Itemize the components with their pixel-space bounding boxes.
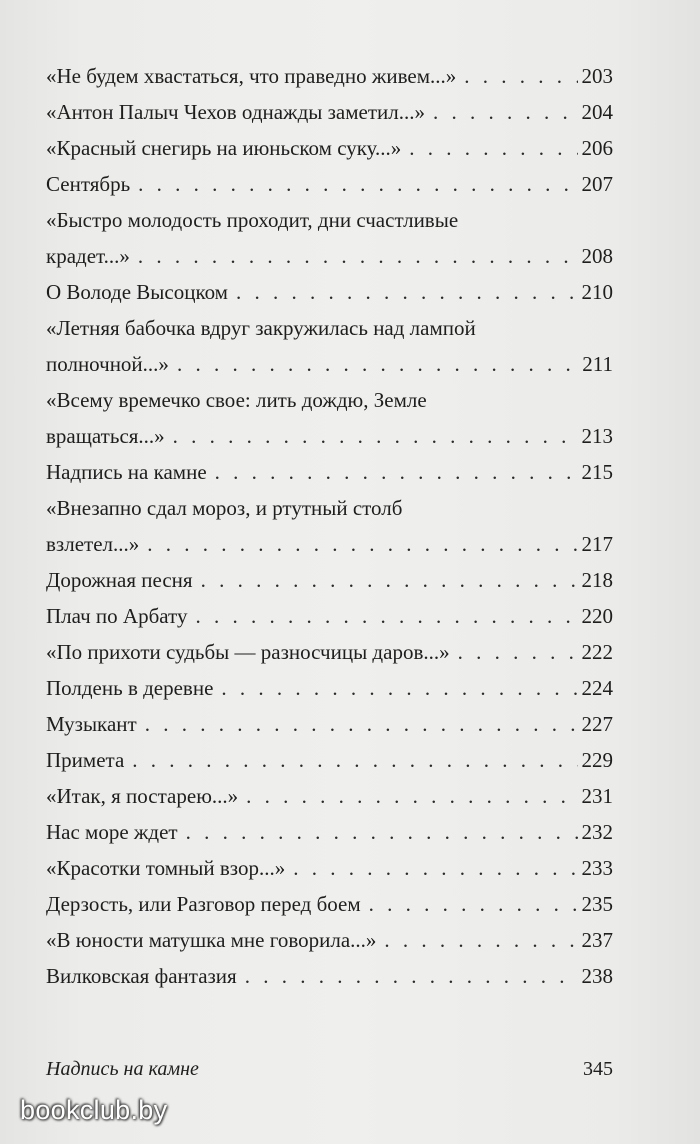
toc-entry (46, 670, 613, 706)
toc-entry (46, 202, 613, 274)
toc-page-number: 232 (581, 820, 613, 844)
toc-entry (46, 742, 613, 778)
dot-leader (293, 850, 577, 886)
toc-entry-row (46, 454, 613, 490)
toc-page-number: 227 (581, 712, 613, 736)
toc-entry-title: Примета (46, 748, 125, 772)
toc-page-number: 206 (581, 136, 613, 160)
toc-page-number: 213 (581, 424, 613, 448)
toc-entry (46, 922, 613, 958)
toc-entry (46, 850, 613, 886)
toc-entry-row (46, 58, 613, 94)
dot-leader (201, 562, 578, 598)
toc-entry-title: О Володе Высоцком (46, 280, 228, 304)
toc-entry-row (46, 886, 613, 922)
toc-entry (46, 310, 613, 382)
toc-page-number: 222 (581, 640, 613, 664)
toc-entry (46, 490, 613, 562)
page-number: 345 (583, 1058, 613, 1080)
toc-entry (46, 166, 613, 202)
toc-entry (46, 562, 613, 598)
toc-entry-title: взлетел...» (46, 532, 140, 556)
toc-page-number: 215 (581, 460, 613, 484)
dot-leader (369, 886, 578, 922)
toc-entry-title: вращаться...» (46, 424, 165, 448)
dot-leader (245, 958, 578, 994)
dot-leader (147, 526, 577, 562)
toc-page-number: 211 (582, 352, 613, 376)
toc-page-number: 229 (581, 748, 613, 772)
dot-leader (138, 238, 578, 274)
toc-entry (46, 598, 613, 634)
toc-entry-title: «Не будем хвастаться, что праведно живем...» (46, 64, 457, 88)
dot-leader (132, 742, 577, 778)
toc-page-number: 238 (581, 964, 613, 988)
toc-entry-title: Дерзость, или Разговор перед боем (46, 892, 361, 916)
toc-entry-row (46, 238, 613, 274)
toc-page-number: 235 (581, 892, 613, 916)
toc-entry-row (46, 850, 613, 886)
toc-page-number: 233 (581, 856, 613, 880)
toc-entry-title: крадет...» (46, 244, 130, 268)
toc-entry-title: Сентябрь (46, 172, 131, 196)
toc-page-number: 204 (581, 100, 613, 124)
toc-entry-title-line: «Всему времечко свое: лить дождю, Земле (46, 388, 427, 412)
dot-leader (195, 598, 577, 634)
dot-leader (186, 814, 578, 850)
toc-entry (46, 382, 613, 454)
toc-entry-title: Полдень в деревне (46, 676, 214, 700)
toc-entry-row (46, 670, 613, 706)
toc-entry-row (46, 706, 613, 742)
table-of-contents (46, 58, 613, 994)
toc-entry-title-line: «Летняя бабочка вдруг закружилась над лампой (46, 316, 476, 340)
toc-page-number: 220 (581, 604, 613, 628)
watermark: bookclub.by (20, 1095, 168, 1125)
dot-leader (215, 454, 578, 490)
dot-leader (145, 706, 578, 742)
toc-entry-row (46, 634, 613, 670)
toc-entry-row (46, 274, 613, 310)
toc-page-number: 218 (581, 568, 613, 592)
toc-entry-row (46, 814, 613, 850)
dot-leader (221, 670, 577, 706)
toc-entry-row (46, 562, 613, 598)
toc-page-number: 231 (581, 784, 613, 808)
toc-entry (46, 130, 613, 166)
toc-entry-title-line: «Внезапно сдал мороз, и ртутный столб (46, 496, 403, 520)
toc-entry-row (46, 922, 613, 958)
dot-leader (464, 58, 577, 94)
toc-entry-title: «Итак, я постарею...» (46, 784, 239, 808)
dot-leader (458, 634, 578, 670)
toc-entry-row (46, 958, 613, 994)
toc-entry (46, 778, 613, 814)
toc-entry-title: «По прихоти судьбы — разносчицы даров...» (46, 640, 450, 664)
toc-entry (46, 454, 613, 490)
dot-leader (236, 274, 578, 310)
toc-entry-row (46, 742, 613, 778)
toc-entry-title: «Красный снегирь на июньском суку...» (46, 136, 402, 160)
toc-entry-row (46, 778, 613, 814)
dot-leader (409, 130, 577, 166)
dot-leader (138, 166, 577, 202)
toc-page-number: 207 (581, 172, 613, 196)
toc-entry-title: Музыкант (46, 712, 137, 736)
running-title: Надпись на камне (46, 1058, 199, 1080)
toc-entry-title: Дорожная песня (46, 568, 193, 592)
toc-entry-title: Нас море ждет (46, 820, 178, 844)
toc-entry (46, 706, 613, 742)
dot-leader (177, 346, 578, 382)
toc-entry (46, 886, 613, 922)
toc-page-number: 210 (581, 280, 613, 304)
toc-entry-title: «В юности матушка мне говорила...» (46, 928, 377, 952)
toc-entry-title: Вилковская фантазия (46, 964, 237, 988)
toc-entry-title: полночной...» (46, 352, 169, 376)
toc-entry-title: «Красотки томный взор...» (46, 856, 286, 880)
toc-entry-row (46, 130, 613, 166)
toc-entry (46, 58, 613, 94)
dot-leader (384, 922, 577, 958)
toc-entry-title: Надпись на камне (46, 460, 207, 484)
toc-entry-row (46, 94, 613, 130)
toc-page-number: 224 (581, 676, 613, 700)
toc-entry (46, 94, 613, 130)
toc-entry-row (46, 418, 613, 454)
toc-entry (46, 634, 613, 670)
toc-page-number: 208 (581, 244, 613, 268)
dot-leader (173, 418, 578, 454)
toc-entry (46, 274, 613, 310)
toc-page-number: 237 (581, 928, 613, 952)
dot-leader (433, 94, 578, 130)
toc-entry-row (46, 166, 613, 202)
toc-entry-row (46, 526, 613, 562)
toc-entry-title: Плач по Арбату (46, 604, 188, 628)
toc-entry-row (46, 346, 613, 382)
toc-page-number: 217 (581, 532, 613, 556)
dot-leader (246, 778, 577, 814)
toc-entry-title: «Антон Палыч Чехов однажды заметил...» (46, 100, 425, 124)
toc-entry-row (46, 598, 613, 634)
toc-entry-title-line: «Быстро молодость проходит, дни счастливые (46, 208, 459, 232)
toc-page-number: 203 (581, 64, 613, 88)
page-footer (46, 1058, 613, 1081)
toc-entry (46, 958, 613, 994)
toc-entry (46, 814, 613, 850)
